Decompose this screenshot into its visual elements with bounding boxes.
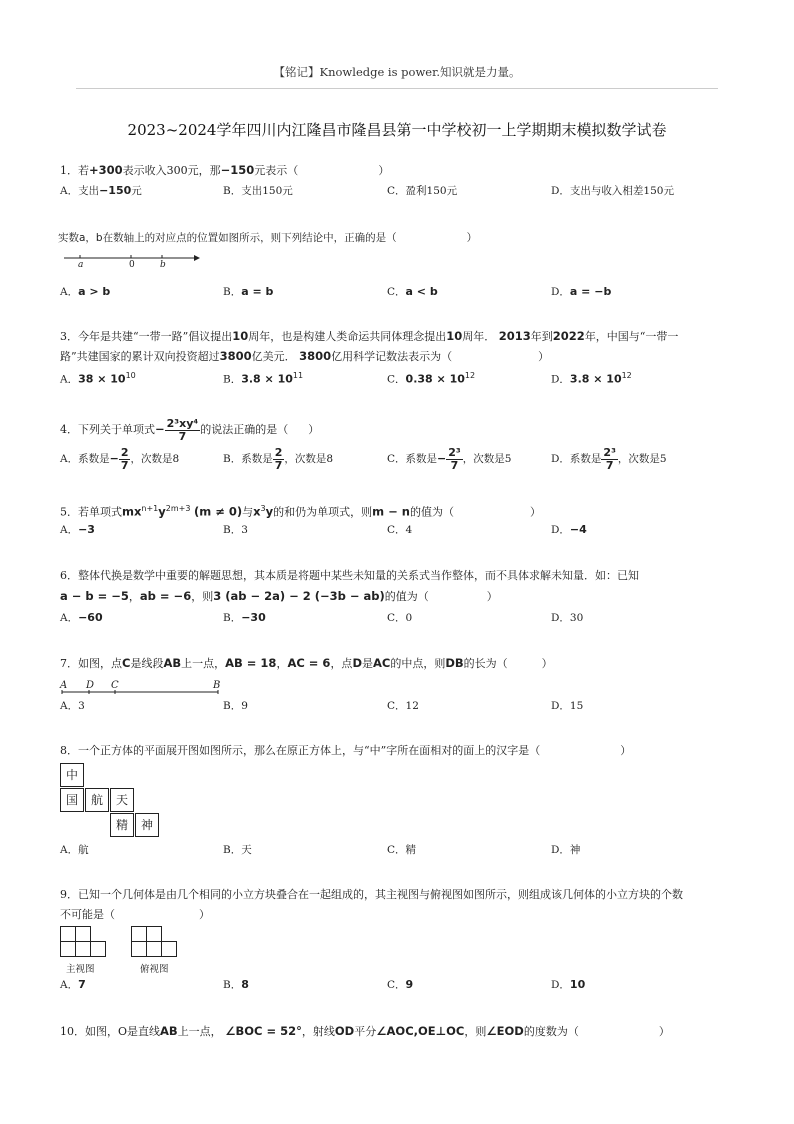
option-a[interactable]: A．支出−150元 bbox=[60, 184, 142, 197]
top-view-caption: 俯视图 bbox=[140, 964, 169, 975]
net-cell: 神 bbox=[135, 813, 159, 837]
option-d[interactable]: D．10 bbox=[551, 978, 586, 991]
option-a[interactable]: A．$38 \times 10^{10}$ bbox=[60, 371, 136, 386]
question-8-stem: 8．一个正方体的平面展开图如图所示，那么在原正方体上，与“中”字所在面相对的面上的汉字是（ ） bbox=[60, 744, 632, 757]
label-a: a bbox=[78, 260, 84, 270]
question-6-line2: a − b = −5，ab = −6，则3 (ab − 2a) − 2 (−3b − ab)的值为（ ） bbox=[60, 589, 498, 603]
option-c[interactable]: C．盈利150元 bbox=[387, 185, 458, 197]
option-b[interactable]: B．天 bbox=[223, 844, 252, 856]
option-b[interactable]: B．8 bbox=[223, 978, 249, 991]
point-c-label: C bbox=[111, 680, 119, 691]
question-9-line2: 不可能是（ ） bbox=[60, 908, 210, 921]
fraction: $\frac{\text{2³xy⁴}}{7}$ bbox=[166, 416, 199, 443]
option-a[interactable]: A．−3 bbox=[60, 523, 95, 536]
option-a[interactable]: A．航 bbox=[60, 844, 89, 856]
question-1-stem: 1．若+300表示收入300元，那−150元表示（ ） bbox=[60, 163, 390, 177]
option-b[interactable]: B．支出150元 bbox=[223, 185, 293, 197]
option-c[interactable]: C．a < b bbox=[387, 285, 438, 298]
question-6-options bbox=[60, 610, 750, 626]
option-b[interactable]: B．9 bbox=[223, 700, 248, 712]
option-a[interactable]: A．7 bbox=[60, 978, 86, 991]
option-c[interactable]: C．0 bbox=[387, 612, 413, 624]
option-b[interactable]: B．3 bbox=[223, 524, 248, 536]
option-c[interactable]: C．9 bbox=[387, 978, 414, 991]
question-10-stem: 10．如图，O是直线AB上一点， ∠BOC = 52°，射线OD平分∠AOC,OE⊥OC，则∠EOD的度数为（ ） bbox=[60, 1024, 670, 1038]
question-4-options bbox=[60, 444, 750, 474]
net-cell: 精 bbox=[110, 813, 134, 837]
option-b[interactable]: B．$3.8 \times 10^{11}$ bbox=[223, 371, 304, 386]
question-7-stem: 7．如图，点C是线段AB上一点，AB = 18，AC = 6，点D是AC的中点，则DB的长为（ ） bbox=[60, 656, 553, 670]
net-cell: 航 bbox=[85, 788, 109, 812]
question-1-options bbox=[60, 183, 750, 199]
question-9-line1: 9．已知一个几何体是由几个相同的小立方块叠合在一起组成的，其主视图与俯视图如图所示，则组成该几何体的小立方块的个数 bbox=[60, 888, 683, 901]
option-c[interactable]: C．精 bbox=[387, 844, 417, 856]
option-c[interactable]: C．$0.38 \times 10^{12}$ bbox=[387, 371, 476, 386]
option-c[interactable]: C．系数是− $\frac{\text{2³}}{7}$ ，次数是5 bbox=[387, 445, 512, 472]
option-b[interactable]: B．−30 bbox=[223, 611, 266, 624]
option-a[interactable]: A．3 bbox=[60, 700, 85, 712]
question-5-stem: 5．若单项式$mx^{n+1}y^{2m+3}$ (m ≠ 0)与$x^3y$的和仍为单项式，则m − n的值为（ ） bbox=[60, 504, 541, 519]
option-a[interactable]: A．a > b bbox=[60, 285, 111, 298]
point-b-label: B bbox=[213, 680, 221, 691]
option-d[interactable]: D．支出与收入相差150元 bbox=[551, 185, 674, 197]
question-3-line1: 3．今年是共建“一带一路”倡议提出10周年，也是构建人类命运共同体理念提出10周年． 2013年到2022年，中国与“一带一 bbox=[60, 329, 679, 343]
label-zero: 0 bbox=[129, 260, 135, 270]
question-3-line2: 路”共建国家的累计双向投资超过3800亿美元． 3800亿用科学记数法表示为（ ） bbox=[60, 349, 550, 363]
option-b[interactable]: B．系数是 $\frac{2}{7}$ ，次数是8 bbox=[223, 445, 334, 472]
option-b[interactable]: B．a = b bbox=[223, 285, 274, 298]
option-d[interactable]: D．15 bbox=[551, 700, 584, 712]
question-8-options bbox=[60, 842, 750, 858]
option-c[interactable]: C．12 bbox=[387, 700, 419, 712]
option-d[interactable]: D．神 bbox=[551, 844, 581, 856]
question-9-options bbox=[60, 977, 750, 993]
label-b: b bbox=[160, 260, 166, 270]
question-2-options bbox=[60, 284, 750, 300]
net-cell: 天 bbox=[110, 788, 134, 812]
option-d[interactable]: D．−4 bbox=[551, 523, 587, 536]
front-view-caption: 主视图 bbox=[66, 964, 95, 975]
motto: 【铭记】Knowledge is power.知识就是力量。 bbox=[273, 65, 521, 79]
question-6-line1: 6．整体代换是数学中重要的解题思想，其本质是将题中某些未知量的关系式当作整体，而不具体求解未知量．如：已知 bbox=[60, 569, 639, 582]
question-3-options bbox=[60, 371, 750, 387]
option-a[interactable]: A．−60 bbox=[60, 611, 103, 624]
segment-figure bbox=[60, 690, 225, 698]
option-d[interactable]: D．30 bbox=[551, 612, 584, 624]
question-5-options bbox=[60, 522, 750, 538]
point-a-label: A bbox=[60, 680, 68, 691]
question-2-stem: 实数a，b在数轴上的对应点的位置如图所示，则下列结论中，正确的是（ ） bbox=[58, 232, 478, 244]
point-d-label: D bbox=[86, 680, 95, 691]
header-rule bbox=[76, 88, 718, 89]
page-title: 2023~2024学年四川内江隆昌市隆昌县第一中学校初一上学期期末模拟数学试卷 bbox=[127, 121, 667, 139]
option-c[interactable]: C．4 bbox=[387, 524, 413, 536]
option-a[interactable]: A．系数是− $\frac{2}{7}$ ，次数是8 bbox=[60, 445, 180, 472]
option-d[interactable]: D．系数是 $\frac{\text{2³}}{7}$ ，次数是5 bbox=[551, 445, 667, 472]
net-cell: 国 bbox=[60, 788, 84, 812]
option-d[interactable]: D．$3.8 \times 10^{12}$ bbox=[551, 371, 632, 386]
net-cell: 中 bbox=[60, 763, 84, 787]
question-4-stem: 4．下列关于单项式− $\frac{\text{2³xy⁴}}{7}$ 的说法正确的是（ ） bbox=[60, 416, 320, 443]
question-7-options bbox=[60, 698, 750, 714]
option-d[interactable]: D．a = −b bbox=[551, 285, 612, 298]
